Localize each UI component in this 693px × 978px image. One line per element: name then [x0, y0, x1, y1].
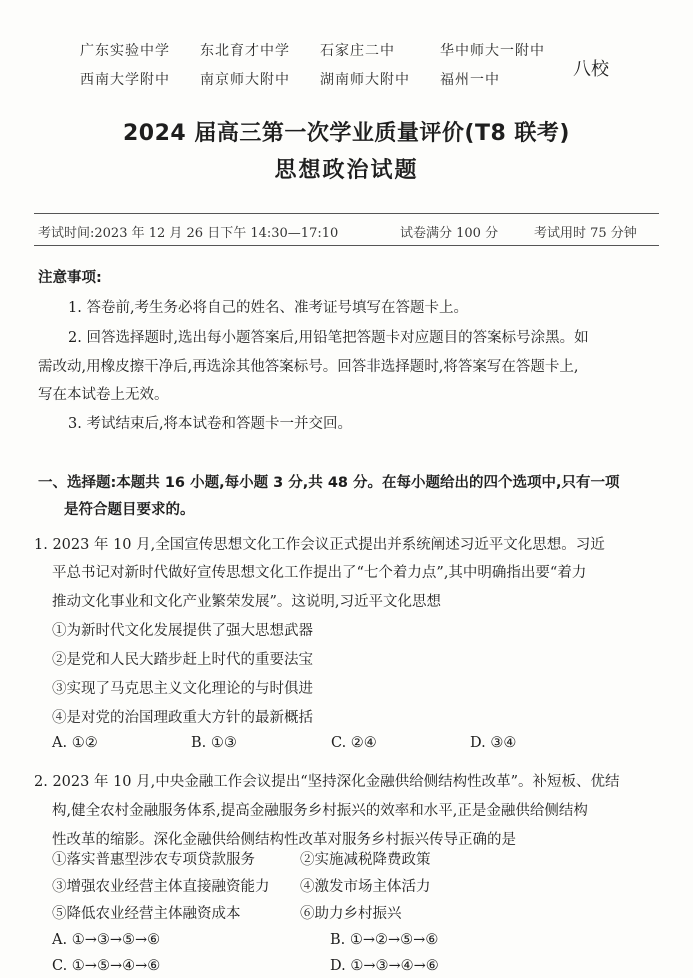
q2-choice-c: C. ①→⑤→④→⑥: [52, 958, 161, 974]
q2-item: ⑥助力乡村振兴: [300, 906, 402, 922]
school-nanjing: 南京师大附中: [200, 72, 290, 88]
school-hunan: 湖南师大附中: [320, 72, 410, 88]
q1-choice-d: D. ③④: [470, 735, 517, 751]
section-heading: 一、选择题:本题共 16 小题,每小题 3 分,共 48 分。在每小题给出的四个选项中,只有一项: [38, 475, 620, 491]
full-score: 试卷满分 100 分: [400, 226, 499, 241]
note-line: 3. 考试结束后,将本试卷和答题卡一并交回。: [68, 416, 353, 432]
q2-item: ②实施减税降费政策: [300, 852, 431, 868]
school-shijiazhuang: 石家庄二中: [320, 43, 395, 59]
school-huazhong: 华中师大一附中: [440, 43, 545, 59]
q1-choice-a: A. ①②: [52, 735, 98, 751]
q2-item: ⑤降低农业经营主体融资成本: [52, 906, 241, 922]
q1-choice-b: B. ①③: [191, 735, 237, 751]
school-fuzhou: 福州一中: [440, 72, 500, 88]
exam-title: 2024 届高三第一次学业质量评价(T8 联考): [123, 121, 570, 146]
q2-choice-a: A. ①→③→⑤→⑥: [52, 932, 161, 948]
q2-item: ④激发市场主体活力: [300, 879, 431, 895]
q1-choice-c: C. ②④: [331, 735, 377, 751]
exam-duration: 考试用时 75 分钟: [534, 226, 637, 241]
q2-item: ①落实普惠型涉农专项贷款服务: [52, 852, 255, 868]
bottom-divider: [34, 245, 659, 246]
note-line: 1. 答卷前,考生务必将自己的姓名、准考证号填写在答题卡上。: [68, 300, 469, 316]
q1-item: ③实现了马克思主义文化理论的与时俱进: [52, 681, 313, 697]
q1-item: ②是党和人民大踏步赶上时代的重要法宝: [52, 652, 313, 668]
school-xinan: 西南大学附中: [80, 72, 170, 88]
q1-stem: 1. 2023 年 10 月,全国宣传思想文化工作会议正式提出并系统阐述习近平文化思想。习近: [34, 537, 605, 553]
eight-schools-label: 八校: [573, 59, 609, 80]
q2-item: ③增强农业经营主体直接融资能力: [52, 879, 270, 895]
school-dongbei: 东北育才中学: [200, 43, 290, 59]
top-divider: [34, 213, 659, 214]
q2-choice-b: B. ①→②→⑤→⑥: [330, 932, 439, 948]
section-heading-cont: 是符合题目要求的。: [64, 502, 195, 518]
q2-stem: 构,健全农村金融服务体系,提高金融服务乡村振兴的效率和水平,正是金融供给侧结构: [52, 803, 588, 819]
note-line: 写在本试卷上无效。: [38, 387, 169, 403]
note-line: 需改动,用橡皮擦干净后,再选涂其他答案标号。回答非选择题时,将答案写在答题卡上,: [38, 359, 579, 375]
q2-choice-d: D. ①→③→④→⑥: [330, 958, 439, 974]
q1-item: ④是对党的治国理政重大方针的最新概括: [52, 710, 313, 726]
q2-stem: 性改革的缩影。深化金融供给侧结构性改革对服务乡村振兴传导正确的是: [52, 832, 516, 848]
notes-heading: 注意事项:: [38, 270, 102, 286]
school-guangdong: 广东实验中学: [80, 43, 170, 59]
q1-item: ①为新时代文化发展提供了强大思想武器: [52, 623, 313, 639]
q2-stem: 2. 2023 年 10 月,中央金融工作会议提出“坚持深化金融供给侧结构性改革”。补短板、优结: [34, 774, 620, 790]
q1-stem: 平总书记对新时代做好宣传思想文化工作提出了“七个着力点”,其中明确指出要“着力: [52, 565, 587, 581]
exam-time: 考试时间:2023 年 12 月 26 日下午 14:30—17:10: [38, 226, 339, 241]
q1-stem: 推动文化事业和文化产业繁荣发展”。这说明,习近平文化思想: [52, 594, 442, 610]
subject-title: 思想政治试题: [274, 158, 419, 183]
note-line: 2. 回答选择题时,选出每小题答案后,用铅笔把答题卡对应题目的答案标号涂黑。如: [68, 330, 589, 346]
